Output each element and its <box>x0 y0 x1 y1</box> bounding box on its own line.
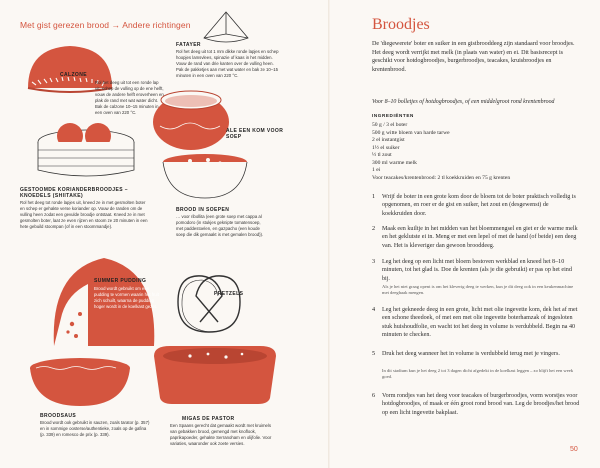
broodsaus-text: Brood wordt ook gebruikt in sauzen, zoals tarator (p. 357) en in sommige oosterse/authentieke, zoals op de gafina (p. 339) en romesco de prix (p. 339). <box>40 420 150 437</box>
calzone-text: Rol het deeg uit tot een ronde lap uit, schep de vulling op de ene helft, vouw de andere helft eroverheen en plak de rand met wat water dicht. Bak de calzone 10–15 minuten in een oven van 220 °C. <box>95 80 164 115</box>
bread-bowl-illustration <box>150 86 232 152</box>
step-number: 5 <box>372 350 376 357</box>
ingredient-list <box>372 122 582 182</box>
step-text: Druk het deeg wanneer het in volume is verdubbeld terug met je vingers. <box>382 351 560 357</box>
calzone-title: CALZONE <box>60 72 87 78</box>
step-text: Wrijf de boter in een grote kom door de bloem tot de boter praktisch volledig is opgenomen, en roer er de gist en suiker, het zout en (desgewenst) de koekkruiden door. <box>382 194 576 217</box>
recipe-yield: Voor 8–10 bolletjes of hotdogbroodjes, of een middelgroot rond krentenbrood <box>372 99 555 105</box>
recipe-intro: De 'diegewerete' boter en suiker in een gistbrooddeeg zijn standaard voor broodjes. Het deeg wordt verrijkt met melk (in plaats van water) en ei. Dit basisrecept is geschikt voor hotdogbroodjes, burgerbroodjes, teacakes, kruisbroodjes en krentenbrood. <box>372 41 575 73</box>
summer-text: Brood wordt gebruikt om een pudding te vormen waarin het fruit zich schuilt, waarna de pudding hoger wordt in de koelkast gezet. <box>94 286 159 309</box>
summer-title: SUMMER PUDDING <box>94 278 147 284</box>
soup-bowl-illustration <box>160 152 250 202</box>
ale-title: ALE EEN KOM VOOR SOEP <box>226 128 284 140</box>
fatayer-illustration <box>200 8 252 48</box>
ingredient-item: 1 ei <box>372 167 381 173</box>
step-text: Vorm rondjes van het deeg voor teacakes of burgerbroodjes, vorm worstjes voor hotdogbroodjes, of maak er één groot rond brood van. Leg de broodjes/het brood op een licht ingevette bakplaat. <box>382 393 580 416</box>
broodsaus-title: BROODSAUS <box>40 413 77 419</box>
step-number: 2 <box>372 225 376 232</box>
ingredient-item: 300 ml warme melk <box>372 159 417 166</box>
ingredient-item: 50 g / 3 el boter <box>372 122 408 128</box>
fatayer-title: FATAYER <box>176 42 201 48</box>
step-number: 4 <box>372 306 376 313</box>
fatayer-text: Rol het deeg uit tot 1 mm dikke ronde lapjes en schep hoopjes lamsvlees, spinazie of kaas in het midden. Vouw de rand van drie kanten over de vulling heen. Pak de pakketjes aan met wat water en bak ze 10–15 minuten in een oven van 220 °C. <box>176 49 279 78</box>
step-number: 1 <box>372 193 376 200</box>
koriander-text: Rol het deeg tot ronde lapjes uit, kneed ze in met gesmolten boter en schep er gehakte verse koriander op. Vouw de randen om de vulling heen zodat een gevulde broodje ontstaat. Kneed ze in met gesmolten boter, laat ze even rijzen en stoom ze 20 minuten in een hete gebuild stoompan (of in een stoommandje). <box>20 200 148 229</box>
migas-title: MIGAS DE PASTOR <box>182 416 235 422</box>
step-number: 3 <box>372 258 376 265</box>
brood-soep-title: BROOD IN SOEPEN <box>176 207 230 213</box>
pretzels-title: PRETZELS <box>214 291 244 297</box>
page-number: 50 <box>570 446 578 453</box>
steamed-buns-illustration <box>36 120 136 184</box>
ingredient-item: 500 g witte bloem van harde tarwe <box>372 129 450 136</box>
step-note: In dit stadium kun je het deeg 2 tot 3 dagen dicht afgedekt in de koelkast leggen – zo blijft het een week goed. <box>382 368 574 380</box>
broodsaus-illustration <box>26 356 134 410</box>
section-header: Met gist gerezen brood → Andere richtingen <box>20 20 191 30</box>
ingredient-item: 1½ el suiker <box>372 144 400 151</box>
recipe-title: Broodjes <box>372 16 430 33</box>
step-text: Leg het deeg op een licht met bloem bestoven werkblad en kneed het 8–10 minuten, tot het glad is. Doe de krenten (als je die gebruikt) er pas op het eind bij. <box>382 259 572 282</box>
ingredients-heading: INGREDIËNTEN <box>372 113 414 118</box>
step-text: Leg het gekneede deeg in een grote, licht met olie ingevette kom, dek het af met een schone theedoek, of met een met olie ingevette boterhamzak of ingesloten stuk huishoudfolie, en wacht tot het deeg in volume is verdubbeld. Begin na 40 minuten te checken. <box>382 307 578 339</box>
brood-soep-text: … voor ribollita (een grote soep met cappa al pomodoro (in stukjes geknipte tomatensoep, met paddestoelen, en gazpacho (een koude soep die dik gemaakt is met gemalen brood)). <box>176 214 264 237</box>
pretzel-illustration <box>172 262 246 338</box>
step-text: Maak een kuiltje in het midden van het bloemmengsel en giet er de warme melk en het geklutste ei in. Meng er met een lepel of met de hand (of beide) een deeg van. Het is kleveriger dan gewoon brooddeeg. <box>382 226 578 249</box>
ingredient-item: 2 el instantgist <box>372 137 405 143</box>
migas-text: Een Spaans gerecht dat gemaakt wordt met kruimels van gebakken brood, gemengd met knoflook, paprikapoeder, gehakte Serranoham en olijfolie. Voor variaties, waaronder ook zoete versies. <box>170 423 272 446</box>
koriander-title: GESTOOMDE KORIANDERBROODJES – KNOEDELS (SHIITAKE) <box>20 187 128 199</box>
ingredient-item: ½ tl zout <box>372 152 392 158</box>
step-note: Als je het niet graag opent is om het kleverig deeg te werken, kun je dit deeg ook in een keukenmachine met deeghaak mengen. <box>382 284 574 296</box>
step-number: 6 <box>372 392 376 399</box>
migas-illustration <box>150 342 280 406</box>
ingredient-item: Voor teacakes/krentenbrood: 2 tl koekkruiden en 75 g krenten <box>372 174 511 181</box>
